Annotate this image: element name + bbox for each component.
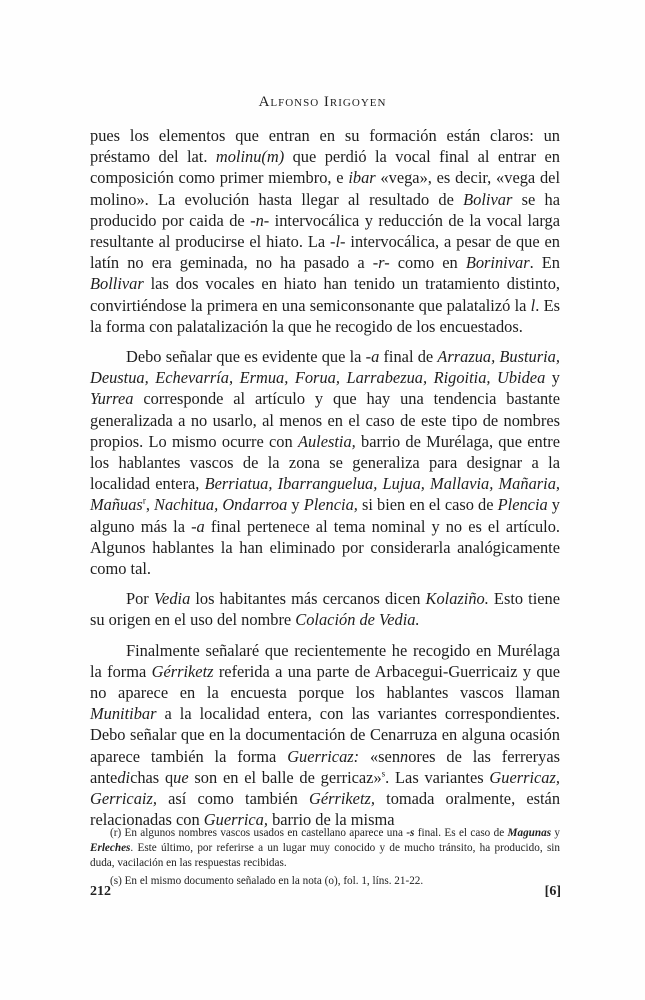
text-run: ores de las ferreryas ante [90,746,560,787]
footnote-ref: r [142,495,146,506]
italic-term: -l- [330,232,346,252]
paragraph [90,346,560,579]
text-run: y [545,368,561,388]
text-run: como en [389,253,466,273]
italic-term: Berriatua, Ibarranguelua, Lujua, Mallavia, Mañaria, Mañuas [90,474,560,515]
text-run: Esto tiene su origen en el uso del nombre [90,589,561,630]
italic-term: Nachitua, Ondarroa [154,495,288,515]
italic-term: Guerricaz, Gerricaiz, [90,767,560,809]
italic-term: Vedia [153,589,191,609]
text-run: «vega», es decir, «vega del molino». La evolución hasta llegar al resultado de [90,168,560,209]
italic-term: n [400,746,409,766]
italic-term: Erleches [90,842,131,854]
paragraph [90,125,560,337]
text-run: así como también [156,789,309,809]
italic-term: ibar [348,168,376,188]
italic-term: molinu(m) [215,147,285,167]
italic-term: Guerrica, [203,810,268,830]
text-run: tomada oralmente, están relacionadas con [90,789,561,830]
italic-term: -a [365,347,380,367]
italic-term: -n- [250,210,270,230]
text-run: chas q [130,767,174,787]
text-run: barrio de la misma [267,810,395,830]
footnote-ref: s [381,768,386,779]
italic-term: Plencia, [303,495,358,515]
text-run: son en el balle de gerricaz» [188,767,382,787]
text-run: «sen [359,746,401,766]
footnotes [90,826,560,892]
text-run: los habitantes más cercanos dicen [190,589,426,609]
italic-term: Colación de Vedia. [295,610,420,630]
text-run: y alguno más la [90,495,560,536]
text-run: corresponde al artículo y que hay una tendencia bastante generalizada a no usarlo, al menos en el caso de este tipo de nombres propios. Lo mismo ocurre con [90,389,560,451]
text-run: . Es la forma con palatalización la que he recogido de los encuestados. [90,295,560,336]
italic-term: Gérriketz, [308,789,375,809]
italic-term: Kolaziño. [425,589,489,609]
italic-term: Yurrea [90,389,134,409]
text-run: si bien en el caso de [357,495,498,515]
italic-term: Borinivar [465,253,530,273]
italic-term: Guerricaz: [287,746,360,766]
text-run: final pertenece al tema nominal y no es el artículo. Algunos hablantes la han eliminado por considerarla analógicamente como tal. [90,516,560,579]
text-run: intervocálica y reducción de la vocal larga resultante al producirse el hiato. La [90,210,560,252]
text-run: (s) En el mismo documento señalado en la nota (o), fol. 1, líns. 21-22. [110,875,424,887]
text-run: final. Es el caso de [414,827,508,839]
section-number: [6] [544,884,561,899]
italic-term: l [530,295,536,315]
footnote [90,826,560,871]
text-run: . En [529,253,560,273]
paragraph [90,588,560,630]
text-run: Debo señalar que es evidente que la [126,347,366,367]
italic-term: -s [406,827,415,839]
italic-term: Bollivar [90,274,144,294]
running-head: Alfonso Irigoyen [258,94,387,110]
italic-term: -a [191,516,205,536]
italic-term: -r- [372,253,390,273]
italic-term: di [117,767,131,787]
text-run: , [145,495,155,515]
text-run: . Las variantes [385,767,490,787]
paragraph [90,640,560,831]
text-run: intervocálica, a pesar de que en latín no era geminada, no ha pasado a [90,232,560,273]
italic-term: Magunas [507,827,552,839]
text-run: referida a una parte de Arbacegui-Guerricaiz y que no aparece en la encuesta porque los hablantes vascos llaman [90,661,560,703]
text-run: Finalmente señalaré que recientemente he recogido en Murélaga la forma [90,640,560,681]
text-run: barrio de Murélaga, que entre los hablantes vascos de la zona se generaliza para designar a la localidad entera, [90,431,560,494]
text-run: (r) En algunos nombres vascos usados en castellano aparece una [110,827,407,839]
text-run: y [287,495,304,515]
italic-term: Gérriketz [151,661,214,681]
footnote [90,874,560,889]
italic-term: Bolivar [463,189,513,209]
text-run: se ha producido por caida de [90,189,561,230]
text-run: que perdió la vocal final al entrar en composición como primer miembro, e [90,147,560,188]
italic-term: Arrazua, Busturia, Deustua, Echevarría, Ermua, Forua, Larrabezua, Rigoitia, Ubidea [90,347,560,388]
text-run: . Este último, por referirse a un lugar muy conocido y de mucho tránsito, ha producido, sin duda, vacilación en las respuestas recibidas. [90,842,560,869]
text-run: las dos vocales en hiato han tenido un tratamiento distinto, convirtiéndose la primera en una semiconsonante que palatalizó la [90,274,560,315]
text-run: y [551,827,561,839]
body-text [90,125,560,840]
italic-term: Munitibar [90,704,157,724]
text-run: pues los elementos que entran en su formación están claros: un préstamo del lat. [90,126,560,167]
italic-term: Plencia [497,495,548,515]
text-run: final de [379,347,438,367]
page-number: 212 [90,884,111,899]
italic-term: Aulestia, [297,431,356,451]
italic-term: ue [173,767,189,787]
text-run: Por [126,589,154,609]
text-run: a la localidad entera, con las variantes correspondientes. Debo señalar que en la documentación de Cenarruza en alguna ocasión aparece también la forma [90,704,560,766]
